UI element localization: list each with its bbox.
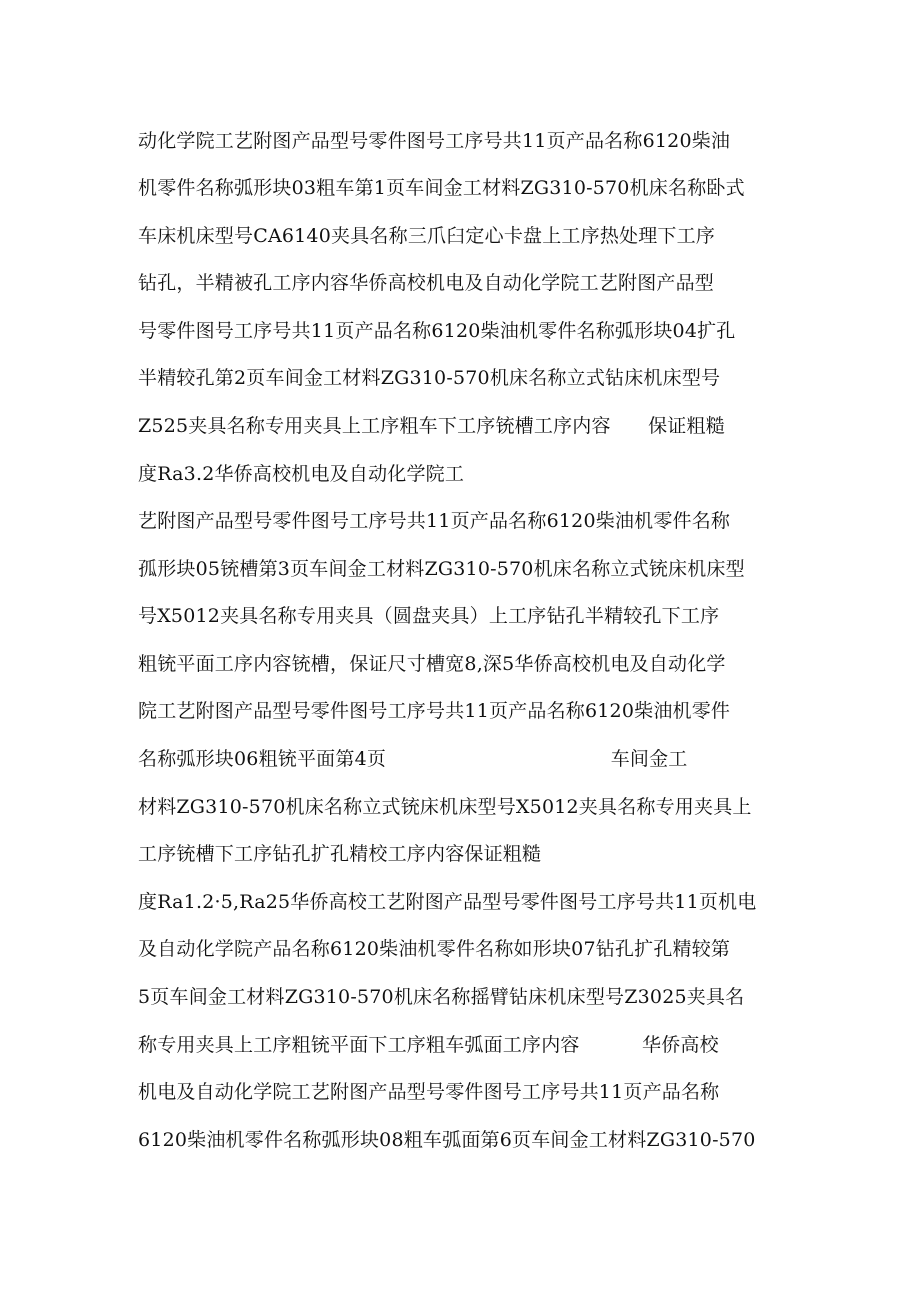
text-line: 度Ra1.2·5,Ra25华侨高校工艺附图产品型号零件图号工序号共11页机电 — [138, 891, 757, 913]
text-line: 院工艺附图产品型号零件图号工序号共11页产品名称6120柴油机零件 — [138, 700, 731, 722]
text-line: 度Ra3.2华侨高校机电及自动化学院工 — [138, 463, 465, 485]
text-line: 动化学院工艺附图产品型号零件图号工序号共11页产品名称6120柴油 — [138, 130, 731, 152]
text-line: 机零件名称弧形块03粗车第1页车间金工材料ZG310-570机床名称卧式 — [138, 177, 745, 199]
text-line: 艺附图产品型号零件图号工序号共11页产品名称6120柴油机零件名称 — [138, 510, 731, 532]
text-line: 号零件图号工序号共11页产品名称6120柴油机零件名称弧形块04扩孔 — [138, 320, 736, 342]
text-line: 5页车间金工材料ZG310-570机床名称摇臂钻床机床型号Z3025夹具名 — [138, 986, 745, 1008]
text-line: 及自动化学院产品名称6120柴油机零件名称如形块07钻孔扩孔精较第 — [138, 938, 731, 960]
text-line: 工序铳槽下工序钻孔扩孔精校工序内容保证粗糙 — [138, 843, 542, 865]
text-line: 6120柴油机零件名称弧形块08粗车弧面第6页车间金工材料ZG310-570 — [138, 1129, 756, 1151]
text-line: 机电及自动化学院工艺附图产品型号零件图号工序号共11页产品名称 — [138, 1081, 720, 1103]
text-line: Z525夹具名称专用夹具上工序粗车下工序铳槽工序内容 保证粗糙 — [138, 415, 725, 437]
text-line: 粗铳平面工序内容铳槽，保证尺寸槽宽8,深5华侨高校机电及自动化学 — [138, 653, 726, 675]
text-line: 车床机床型号CA6140夹具名称三爪臼定心卡盘上工序热处理下工序 — [138, 225, 716, 247]
text-line: 号X5012夹具名称专用夹具（圆盘夹具）上工序钻孔半精较孔下工序 — [138, 605, 720, 627]
text-line: 称专用夹具上工序粗铳平面下工序粗车弧面工序内容 华侨高校 — [138, 1034, 719, 1056]
text-line: 名称弧形块06粗铳平面第4页 车间金工 — [138, 748, 688, 770]
text-line: 材料ZG310-570机床名称立式铳床机床型号X5012夹具名称专用夹具上 — [138, 796, 752, 818]
text-line: 孤形块05铳槽第3页车间金工材料ZG310-570机床名称立式铳床机床型 — [138, 558, 745, 580]
text-line: 钻孔，半精被孔工序内容华侨高校机电及自动化学院工艺附图产品型 — [138, 272, 715, 294]
text-line: 半精较孔第2页车间金工材料ZG310-570机床名称立式钻床机床型号 — [138, 367, 721, 389]
